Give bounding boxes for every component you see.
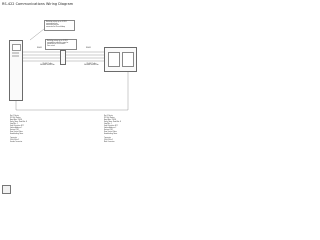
left-controller: [9, 40, 23, 101]
spec-subheading: Connector: [104, 138, 111, 140]
terminal-connector-a: [108, 52, 120, 67]
spec-line: 9-Pin D-Shell: [10, 140, 19, 142]
spec-line: Parity: None, Data Bits: 8: [10, 122, 27, 124]
note-line: connected to the network: [47, 44, 65, 46]
spec-line: Protocol: DF1: [104, 130, 113, 132]
note-line: (See notes): [47, 46, 55, 48]
cable-label-left-sub: Shielded Twisted Pair: [40, 65, 55, 66]
controller-slot: [12, 55, 19, 57]
spec-line: Handshaking: None: [10, 134, 24, 136]
cable-label-left: [40, 64, 55, 66]
spec-subheading: Connector: [10, 138, 17, 140]
spec-heading: Port 2 Device: [104, 116, 113, 117]
spec-line: Baud Rate: 19200: [104, 120, 117, 122]
cable-label-right: [84, 64, 99, 66]
note-line: communications: [46, 23, 58, 25]
note-line: controllers may be: [46, 25, 60, 27]
spec-line: Station Address: 2: [104, 128, 117, 130]
page-title: RS-422 Communications Wiring Diagram: [2, 2, 74, 6]
right-terminal: [104, 47, 137, 72]
junction-block: [60, 50, 66, 65]
spec-heading: Port 1 Device: [10, 116, 19, 117]
cable-label-right-sub: Shielded Twisted Pair: [84, 65, 99, 66]
spec-line: Parity: None, Data Bits: 8: [104, 122, 121, 124]
note-line: Multidrop setup: up to 32 DF1: [47, 40, 68, 42]
note-leader-line: [30, 29, 44, 40]
controller-slot: [12, 52, 19, 54]
spec-line: Error Detection: BCC: [104, 126, 118, 128]
spec-right: [104, 116, 121, 144]
spec-left: [10, 116, 27, 144]
note-middle: [45, 39, 77, 50]
spec-line: Male Connector: [104, 142, 115, 144]
document-stamp: [2, 185, 11, 194]
spec-line: Handshaking: None: [104, 134, 118, 136]
spec-line: DF1 Full Duplex: [104, 118, 115, 120]
spec-line: 9-Pin D-Shell: [104, 140, 113, 142]
note-line: connected to the multidrop: [46, 27, 65, 29]
spec-line: Error Detection: BCC: [10, 126, 24, 128]
note-top: [44, 20, 75, 31]
spec-line: Station Address: 1: [10, 128, 23, 130]
spec-line: Female Connector: [10, 142, 23, 144]
port-label-left: RS-422: [37, 48, 43, 49]
controller-display: [12, 44, 21, 51]
spec-line: Protocol: DF1: [10, 130, 19, 132]
spec-line: Stop Bits: 1: [10, 124, 18, 126]
spec-line: Flow Control: None: [10, 132, 23, 134]
note-line: compatible controllers may be: [47, 42, 69, 44]
spec-line: Flow Control: None: [104, 132, 117, 134]
port-label-right: RS-422: [86, 48, 92, 49]
cable-label-right-title: RS-422 Cable: [86, 64, 97, 65]
cable-label-left-title: RS-422 Cable: [42, 64, 53, 65]
spec-line: Baud Rate: 19200: [10, 120, 23, 122]
note-line: Multidrop setup: up to 32 DF1: [46, 21, 67, 23]
terminal-connector-b: [122, 52, 134, 67]
spec-line: Stop Bits: 1: [104, 124, 112, 126]
spec-line: DF1 Full Duplex: [10, 118, 21, 120]
